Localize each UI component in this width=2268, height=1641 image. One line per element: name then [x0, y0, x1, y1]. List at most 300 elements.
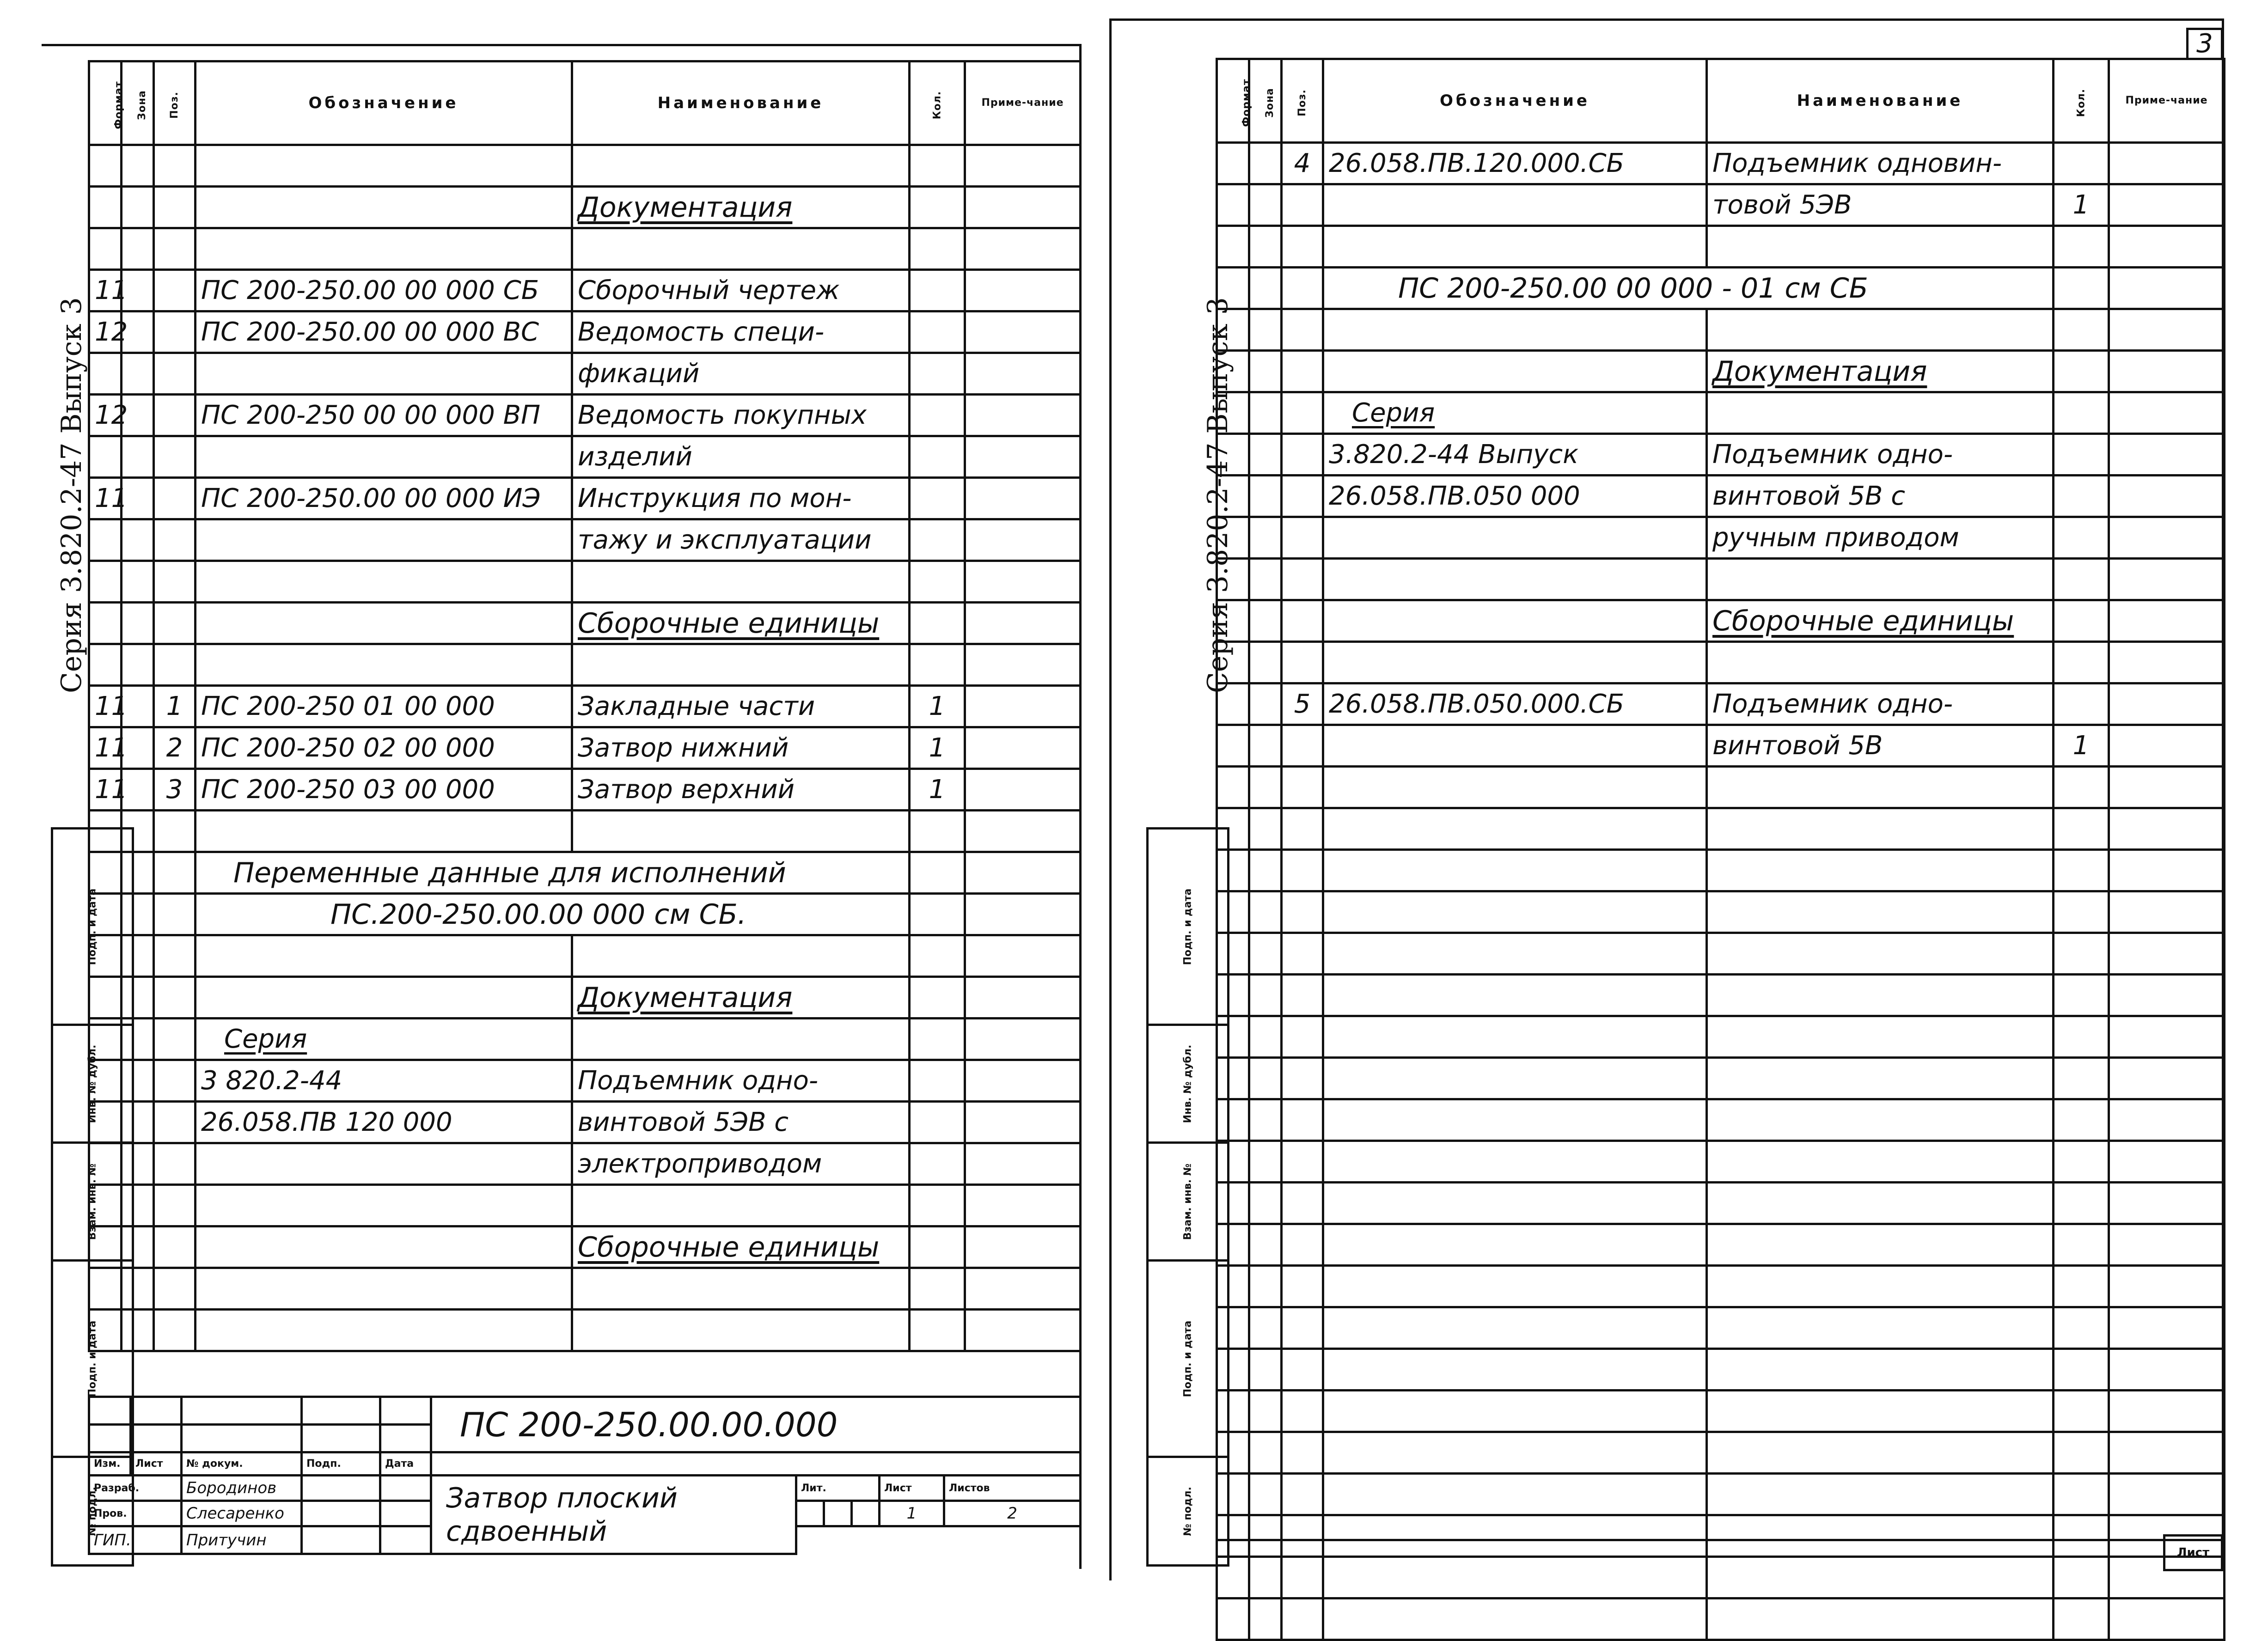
side-label-orig: № подл. — [86, 1486, 98, 1536]
cell-zone — [1249, 1557, 1282, 1598]
cell-name: электроприводом — [572, 1143, 910, 1185]
cell-note — [2109, 808, 2225, 850]
cell-pos — [1282, 351, 1323, 392]
table-row — [1217, 1515, 2225, 1557]
cell-zone — [122, 145, 154, 187]
cell-designation: 26.058.ПВ.120.000.СБ — [1323, 143, 1707, 184]
cell-name: ручным приводом — [1707, 517, 2054, 559]
cell-qty — [2054, 1349, 2109, 1391]
cell-zone — [122, 1310, 154, 1351]
cell-format — [1217, 1058, 1249, 1099]
cell-format — [89, 1102, 122, 1143]
cell-pos — [1282, 1016, 1323, 1058]
cell-qty — [910, 1226, 965, 1268]
cell-format — [89, 894, 122, 935]
cell-zone — [1249, 933, 1282, 975]
cell-designation — [1323, 1099, 1707, 1141]
cell-pos — [154, 519, 196, 561]
table-row — [89, 1226, 1081, 1268]
cell-format — [89, 644, 122, 686]
cell-note — [2109, 434, 2225, 476]
cell-format — [1217, 1099, 1249, 1141]
table-row — [89, 270, 1081, 311]
side-label-sign-date: Подп. и дата — [1182, 888, 1194, 965]
cell-zone — [1249, 1224, 1282, 1266]
stamp-role-dev: Разраб. — [89, 1476, 182, 1501]
cell-pos — [1282, 1058, 1323, 1099]
side-label-replace: Взам. инв. № — [1182, 1163, 1194, 1240]
table-row — [89, 811, 1081, 852]
cell-qty — [2054, 1058, 2109, 1099]
cell-note — [2109, 1432, 2225, 1474]
cell-pos — [154, 436, 196, 478]
cell-format — [89, 1310, 122, 1351]
cell-note — [2109, 559, 2225, 600]
cell-format — [89, 1143, 122, 1185]
cell-pos — [1282, 975, 1323, 1016]
cell-qty — [910, 1185, 965, 1226]
cell-pos — [1282, 1474, 1323, 1515]
cell-name: Ведомость покупных — [572, 395, 910, 436]
cell-note — [965, 769, 1081, 811]
table-row — [1217, 226, 2225, 268]
cell-qty — [910, 187, 965, 228]
cell-pos — [154, 187, 196, 228]
cell-designation — [1323, 184, 1707, 226]
cell-name — [1707, 392, 2054, 434]
cell-note — [2109, 1224, 2225, 1266]
table-row — [89, 1310, 1081, 1351]
cell-zone — [122, 561, 154, 603]
cell-qty — [910, 311, 965, 353]
cell-format — [89, 1019, 122, 1060]
cell-zone — [122, 644, 154, 686]
cell-designation — [1323, 642, 1707, 683]
cell-designation — [196, 603, 572, 644]
cell-qty — [2054, 1391, 2109, 1432]
cell-name — [1707, 1432, 2054, 1474]
cell-note — [2109, 226, 2225, 268]
cell-name — [1707, 1183, 2054, 1224]
cell-zone — [1249, 1474, 1282, 1515]
stamp-head-doc: № докум. — [182, 1452, 302, 1476]
sheet-label-box: Лист — [2163, 1534, 2223, 1571]
cell-note — [2109, 1183, 2225, 1224]
cell-pos — [1282, 767, 1323, 808]
title-block — [88, 1396, 1082, 1555]
table-row — [1217, 850, 2225, 891]
cell-qty — [2054, 392, 2109, 434]
stamp-name-dev: Бородинов — [182, 1476, 302, 1501]
cell-name: Сборочные единицы — [572, 603, 910, 644]
right-header-row — [1217, 59, 2225, 143]
cell-qty — [910, 852, 965, 894]
table-row — [1217, 1349, 2225, 1391]
cell-qty: 1 — [2054, 725, 2109, 767]
cell-note — [2109, 1058, 2225, 1099]
cell-qty — [2054, 559, 2109, 600]
cell-qty — [2054, 808, 2109, 850]
cell-designation: ПС 200-250 02 00 000 — [196, 727, 572, 769]
cell-note — [965, 311, 1081, 353]
cell-zone — [122, 852, 154, 894]
cell-pos — [154, 977, 196, 1019]
cell-note — [965, 478, 1081, 519]
cell-format: 11 — [89, 478, 122, 519]
cell-name — [1707, 1307, 2054, 1349]
cell-qty — [2054, 1307, 2109, 1349]
table-row — [1217, 1266, 2225, 1307]
header-designation: Обозначение — [1323, 59, 1707, 143]
table-row — [1217, 351, 2225, 392]
cell-name: Ведомость специ- — [572, 311, 910, 353]
cell-note — [2109, 517, 2225, 559]
left-spec-table — [88, 60, 1082, 1352]
table-row — [1217, 1432, 2225, 1474]
cell-zone — [1249, 683, 1282, 725]
cell-note — [965, 395, 1081, 436]
stamp-title: Затвор плоский сдвоенный — [431, 1476, 796, 1554]
cell-qty: 1 — [910, 686, 965, 727]
cell-format: 11 — [89, 727, 122, 769]
stamp-doc-code: ПС 200-250.00.00.000 — [431, 1397, 1081, 1452]
cell-zone — [122, 1143, 154, 1185]
cell-name: Документация — [572, 187, 910, 228]
cell-name — [572, 1268, 910, 1310]
cell-pos — [154, 1060, 196, 1102]
cell-qty — [2054, 600, 2109, 642]
table-row — [1217, 1058, 2225, 1099]
cell-qty — [910, 519, 965, 561]
table-row — [89, 561, 1081, 603]
side-series-label: Серия 3.820.2-47 Выпуск 3 — [55, 297, 88, 693]
cell-designation — [1323, 1058, 1707, 1099]
cell-name — [1707, 850, 2054, 891]
cell-pos — [154, 311, 196, 353]
cell-name — [1707, 1474, 2054, 1515]
table-row — [1217, 143, 2225, 184]
frame-top-line — [42, 44, 1082, 46]
cell-note — [2109, 1099, 2225, 1141]
cell-designation — [196, 561, 572, 603]
cell-designation: ПС 200-250 01 00 000 — [196, 686, 572, 727]
cell-zone — [1249, 891, 1282, 933]
cell-qty — [910, 1143, 965, 1185]
cell-qty — [2054, 933, 2109, 975]
cell-qty — [2054, 1099, 2109, 1141]
cell-pos — [154, 228, 196, 270]
cell-note — [2109, 1391, 2225, 1432]
cell-name — [1707, 933, 2054, 975]
cell-qty — [2054, 1474, 2109, 1515]
cell-zone — [122, 811, 154, 852]
cell-qty — [2054, 1598, 2109, 1640]
cell-qty — [910, 935, 965, 977]
cell-zone — [122, 519, 154, 561]
cell-format — [89, 603, 122, 644]
table-row — [1217, 1183, 2225, 1224]
cell-pos — [1282, 600, 1323, 642]
stamp-sheets-value: 2 — [944, 1501, 1081, 1526]
cell-format — [1217, 143, 1249, 184]
cell-format — [1217, 559, 1249, 600]
left-header-row — [89, 61, 1081, 145]
cell-note — [2109, 1266, 2225, 1307]
cell-designation — [1323, 1432, 1707, 1474]
cell-zone — [122, 894, 154, 935]
cell-zone — [122, 935, 154, 977]
table-row — [89, 395, 1081, 436]
header-pos: Поз. — [1282, 59, 1323, 143]
side-series-label: Серия 3.820.2-47 Выпуск 3 — [1202, 297, 1234, 693]
cell-name: тажу и эксплуатации — [572, 519, 910, 561]
cell-format — [1217, 1307, 1249, 1349]
cell-pos — [1282, 434, 1323, 476]
cell-name — [572, 561, 910, 603]
cell-zone — [1249, 268, 1282, 309]
cell-note — [965, 1019, 1081, 1060]
cell-designation: ПС 200-250 00 00 000 ВП — [196, 395, 572, 436]
cell-qty — [910, 478, 965, 519]
cell-name — [1707, 1058, 2054, 1099]
cell-pos — [1282, 850, 1323, 891]
cell-variant-note: Переменные данные для исполнений — [196, 852, 910, 894]
table-row — [1217, 1391, 2225, 1432]
cell-format — [1217, 1349, 1249, 1391]
cell-name: Закладные части — [572, 686, 910, 727]
cell-zone — [1249, 600, 1282, 642]
stamp-sheet-value: 1 — [880, 1501, 944, 1526]
cell-qty — [2054, 1224, 2109, 1266]
cell-name: Документация — [1707, 351, 2054, 392]
cell-note — [965, 436, 1081, 478]
cell-note — [965, 270, 1081, 311]
cell-format — [1217, 517, 1249, 559]
cell-designation — [1323, 1307, 1707, 1349]
table-row — [89, 603, 1081, 644]
cell-designation — [1323, 517, 1707, 559]
cell-designation — [1323, 1224, 1707, 1266]
table-row — [1217, 933, 2225, 975]
cell-note — [965, 519, 1081, 561]
header-note: Приме-чание — [965, 61, 1081, 145]
cell-qty — [2054, 891, 2109, 933]
cell-zone — [122, 603, 154, 644]
cell-designation: Серия — [1323, 392, 1707, 434]
cell-name — [1707, 1099, 2054, 1141]
table-row — [89, 145, 1081, 187]
cell-pos — [154, 935, 196, 977]
cell-pos — [154, 395, 196, 436]
cell-note — [2109, 351, 2225, 392]
cell-format — [1217, 226, 1249, 268]
table-row — [1217, 725, 2225, 767]
cell-qty — [2054, 268, 2109, 309]
cell-format — [89, 228, 122, 270]
cell-pos — [154, 1268, 196, 1310]
cell-note — [2109, 725, 2225, 767]
cell-name: Подъемник одновин- — [1707, 143, 2054, 184]
side-label-sign-date-2: Подп. и дата — [1182, 1320, 1194, 1397]
cell-note — [2109, 476, 2225, 517]
cell-name: Сборочные единицы — [572, 1226, 910, 1268]
cell-name — [572, 644, 910, 686]
cell-format: 11 — [89, 769, 122, 811]
cell-zone — [1249, 517, 1282, 559]
cell-zone — [1249, 476, 1282, 517]
table-row — [1217, 184, 2225, 226]
cell-note — [2109, 392, 2225, 434]
cell-format — [1217, 1183, 1249, 1224]
cell-designation: ПС 200-250.00 00 000 ИЭ — [196, 478, 572, 519]
header-name: Наименование — [1707, 59, 2054, 143]
cell-zone — [1249, 1266, 1282, 1307]
cell-format — [1217, 1391, 1249, 1432]
cell-format — [1217, 808, 1249, 850]
cell-pos — [1282, 226, 1323, 268]
cell-format — [89, 561, 122, 603]
table-row — [1217, 1099, 2225, 1141]
cell-designation — [1323, 933, 1707, 975]
cell-name: Документация — [572, 977, 910, 1019]
cell-format — [89, 811, 122, 852]
cell-name — [572, 1185, 910, 1226]
cell-pos — [154, 894, 196, 935]
cell-name — [1707, 1016, 2054, 1058]
cell-note — [2109, 975, 2225, 1016]
cell-note — [2109, 1474, 2225, 1515]
cell-format — [1217, 1016, 1249, 1058]
cell-format — [1217, 184, 1249, 226]
cell-qty — [2054, 1183, 2109, 1224]
cell-format — [89, 187, 122, 228]
cell-name: Затвор верхний — [572, 769, 910, 811]
cell-format — [1217, 392, 1249, 434]
cell-format — [1217, 1515, 1249, 1557]
cell-designation — [196, 145, 572, 187]
cell-format — [1217, 642, 1249, 683]
cell-name — [1707, 975, 2054, 1016]
table-row — [1217, 1598, 2225, 1640]
stamp-role-gip: ГИП. — [89, 1526, 182, 1554]
cell-qty — [2054, 1432, 2109, 1474]
cell-name: Подъемник одно- — [1707, 434, 2054, 476]
cell-qty — [2054, 351, 2109, 392]
cell-note — [965, 727, 1081, 769]
cell-qty — [2054, 226, 2109, 268]
right-spec-table — [1216, 58, 2225, 1641]
cell-designation — [1323, 1141, 1707, 1183]
stamp-sheet-label: Лист — [880, 1476, 944, 1501]
cell-format — [1217, 434, 1249, 476]
cell-variant-note: ПС 200-250.00 00 000 - 01 см СБ — [1323, 268, 2054, 309]
cell-pos — [154, 1019, 196, 1060]
cell-format — [89, 353, 122, 395]
cell-note — [2109, 683, 2225, 725]
cell-qty — [910, 561, 965, 603]
cell-note — [2109, 642, 2225, 683]
cell-zone — [1249, 184, 1282, 226]
cell-note — [2109, 184, 2225, 226]
cell-note — [965, 1185, 1081, 1226]
cell-name — [572, 145, 910, 187]
cell-qty — [2054, 767, 2109, 808]
cell-note — [2109, 767, 2225, 808]
side-label-orig: № подл. — [1182, 1486, 1194, 1536]
table-row — [1217, 600, 2225, 642]
cell-pos — [1282, 1141, 1323, 1183]
cell-note — [965, 686, 1081, 727]
table-row — [89, 1268, 1081, 1310]
cell-zone — [122, 187, 154, 228]
header-name: Наименование — [572, 61, 910, 145]
table-row — [1217, 767, 2225, 808]
stamp-head-sign: Подп. — [302, 1452, 380, 1476]
cell-note — [965, 977, 1081, 1019]
header-qty: Кол. — [910, 61, 965, 145]
table-row — [1217, 434, 2225, 476]
cell-format — [1217, 1432, 1249, 1474]
cell-zone — [1249, 1183, 1282, 1224]
cell-format — [89, 436, 122, 478]
cell-name — [1707, 808, 2054, 850]
cell-pos — [154, 145, 196, 187]
cell-name — [1707, 1141, 2054, 1183]
cell-name: Затвор нижний — [572, 727, 910, 769]
cell-pos — [154, 1310, 196, 1351]
cell-qty — [2054, 1266, 2109, 1307]
cell-qty — [910, 1102, 965, 1143]
cell-qty — [2054, 143, 2109, 184]
cell-pos — [154, 811, 196, 852]
side-label-dupl: Инв. № дубл. — [86, 1044, 98, 1123]
side-label-sign-date-2: Подп. и дата — [86, 1320, 98, 1397]
cell-zone — [1249, 351, 1282, 392]
cell-designation: 3 820.2-44 — [196, 1060, 572, 1102]
cell-name: Сборочные единицы — [1707, 600, 2054, 642]
cell-zone — [122, 1226, 154, 1268]
cell-pos — [154, 852, 196, 894]
cell-pos — [154, 644, 196, 686]
side-label-sign-date: Подп. и дата — [86, 888, 98, 965]
cell-name — [1707, 309, 2054, 351]
stamp-head-list: Лист — [131, 1452, 182, 1476]
cell-note — [2109, 143, 2225, 184]
table-row — [89, 228, 1081, 270]
cell-qty — [2054, 1515, 2109, 1557]
cell-format — [89, 1060, 122, 1102]
cell-zone — [1249, 1391, 1282, 1432]
cell-qty — [910, 894, 965, 935]
cell-pos: 3 — [154, 769, 196, 811]
cell-zone — [122, 1268, 154, 1310]
cell-note — [965, 187, 1081, 228]
cell-format: 12 — [89, 311, 122, 353]
cell-format — [89, 1185, 122, 1226]
table-row — [1217, 975, 2225, 1016]
cell-note — [965, 935, 1081, 977]
cell-name: Подъемник одно- — [572, 1060, 910, 1102]
stamp-head-date: Дата — [380, 1452, 431, 1476]
cell-zone — [1249, 1515, 1282, 1557]
cell-designation: Серия — [196, 1019, 572, 1060]
cell-pos — [1282, 559, 1323, 600]
cell-note — [965, 1060, 1081, 1102]
cell-zone — [122, 436, 154, 478]
cell-pos — [154, 270, 196, 311]
cell-pos: 5 — [1282, 683, 1323, 725]
cell-name — [572, 935, 910, 977]
